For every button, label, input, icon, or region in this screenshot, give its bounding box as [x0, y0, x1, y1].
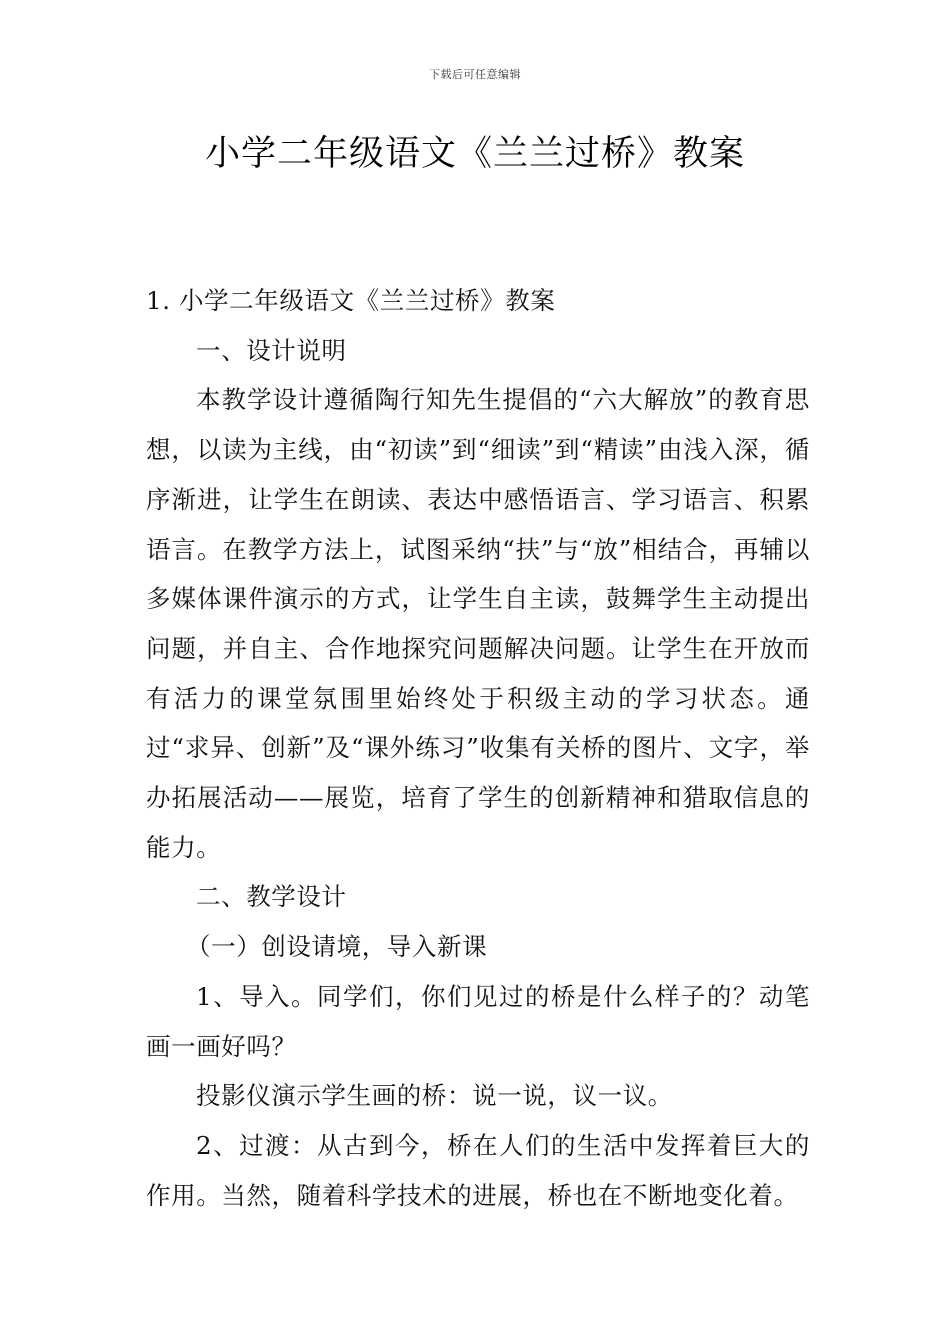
document-body [146, 276, 810, 1220]
section-heading-lesson: 1. 小学二年级语文《兰兰过桥》教案 [146, 286, 556, 315]
paragraph-projector: 投影仪演示学生画的桥：说一说，议一议。 [196, 1081, 673, 1111]
section-heading-design-notes: 一、设计说明 [196, 335, 347, 365]
paragraph-step-2: 2、过渡：从古到今，桥在人们的生活中发挥着巨大的作用。当然，随着科学技术的进展，桥也在不断地变化着。 [146, 1130, 810, 1210]
header-note: 下载后可任意编辑 [429, 68, 521, 81]
section-heading-teaching-design: 二、教学设计 [196, 882, 347, 912]
paragraph-step-1: 1、导入。同学们，你们见过的桥是什么样子的？动笔画一画好吗？ [146, 981, 810, 1061]
subsection-heading-intro: （一）创设请境，导入新课 [186, 932, 488, 962]
document-title: 小学二年级语文《兰兰过桥》教案 [204, 134, 745, 174]
paragraph-design-notes: 本教学设计遵循陶行知先生提倡的“六大解放”的教育思想，以读为主线，由“初读”到“细读”到“精读”由浅入深，循序渐进，让学生在朗读、表达中感悟语言、学习语言、积累语言。在教学方法上，试图采纳“扶”与“放”相结合，再辅以多媒体课件演示的方式，让学生自主读，鼓舞学生主动提出问题，并自主、合作地探究问题解决问题。让学生在开放而有活力的课堂氛围里始终处于积级主动的学习状态。通过“求异、创新”及“课外练习”收集有关桥的图片、文字，举办拓展活动——展览，培育了学生的创新精神和猎取信息的能力。 [146, 385, 810, 862]
